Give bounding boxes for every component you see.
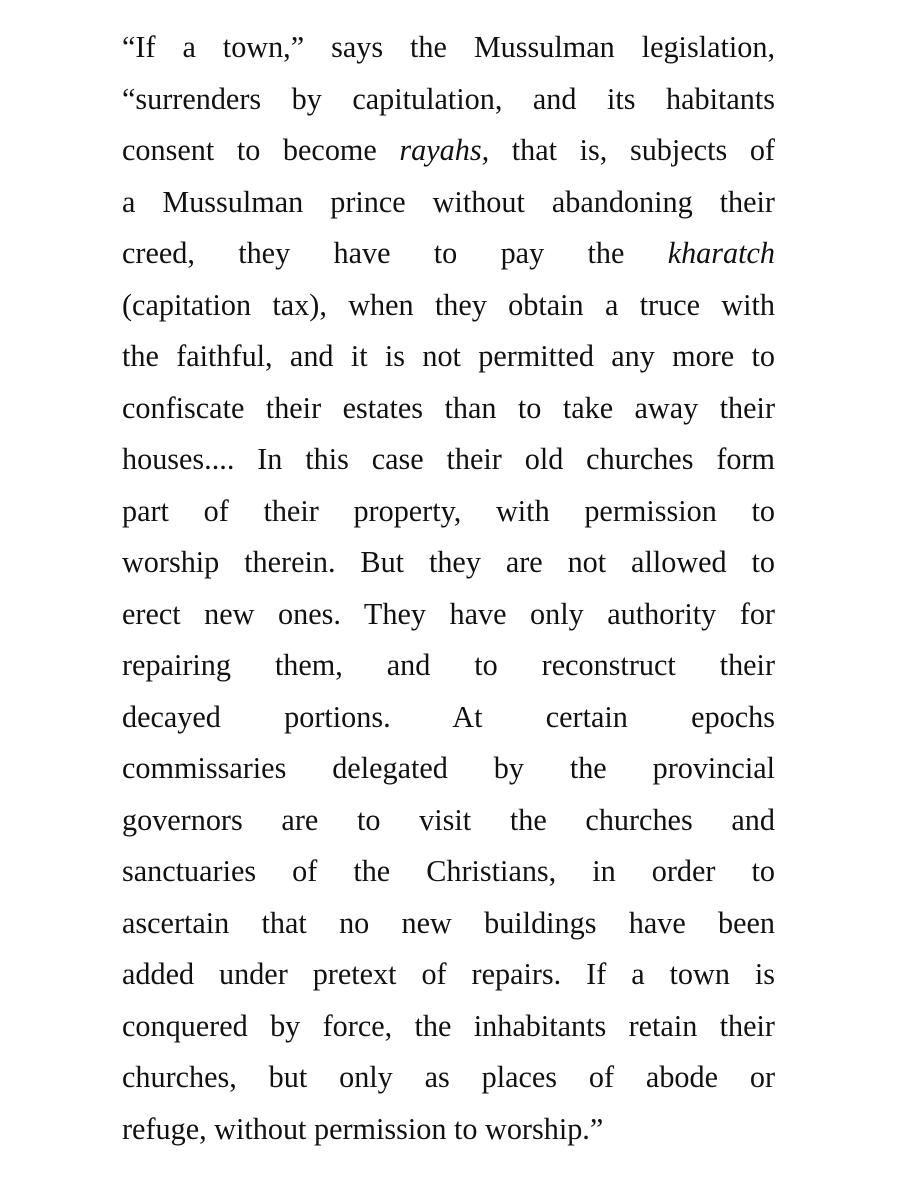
- text-line: [122, 589, 775, 641]
- text-segment: sanctuaries of the Christians, in order to: [122, 854, 775, 888]
- text-segment: refuge, without permission to worship.”: [122, 1111, 604, 1146]
- text-segment: repairing them, and to reconstruct their: [122, 648, 775, 682]
- text-segment: “If a town,” says the Mussulman legislation,: [122, 30, 775, 64]
- text-line: [122, 125, 775, 177]
- text-line: [122, 331, 775, 383]
- text-segment: that is, subjects of: [489, 133, 775, 167]
- text-segment: creed, they have to pay the: [122, 236, 668, 270]
- text-line: [122, 898, 775, 950]
- text-segment: conquered by force, the inhabitants retain their: [122, 1008, 775, 1043]
- text-line: [122, 486, 775, 538]
- text-line: [122, 846, 775, 898]
- text-segment: consent to become: [122, 133, 400, 167]
- quoted-paragraph: [122, 22, 775, 1155]
- text-line: [122, 280, 775, 332]
- text-line: [122, 22, 775, 74]
- text-line: [122, 1001, 775, 1053]
- text-line: [122, 640, 775, 692]
- text-line: [122, 1052, 775, 1104]
- text-segment: (capitation tax), when they obtain a truce with: [122, 287, 775, 322]
- text-line: [122, 228, 775, 280]
- italic-term-rayahs: rayahs,: [399, 133, 490, 167]
- text-line: [122, 434, 775, 486]
- text-line: [122, 743, 775, 795]
- text-line: [122, 177, 775, 229]
- text-segment: worship therein. But they are not allowed to: [122, 545, 775, 579]
- text-segment: governors are to visit the churches and: [122, 802, 775, 837]
- text-segment: a Mussulman prince without abandoning their: [122, 184, 775, 219]
- text-line: [122, 949, 775, 1001]
- text-segment: churches, but only as places of abode or: [122, 1060, 775, 1094]
- text-line: [122, 537, 775, 589]
- text-segment: “surrenders by capitulation, and its habitants: [122, 81, 775, 116]
- text-segment: houses.... In this case their old churches form: [122, 442, 775, 476]
- text-line: [122, 74, 775, 126]
- text-segment: ascertain that no new buildings have been: [122, 905, 775, 940]
- text-line: [122, 692, 775, 744]
- text-line-last: [122, 1104, 775, 1156]
- text-line: [122, 383, 775, 435]
- text-segment: added under pretext of repairs. If a town is: [122, 957, 775, 991]
- text-segment: part of their property, with permission to: [122, 493, 775, 528]
- text-segment: confiscate their estates than to take away their: [122, 390, 775, 425]
- text-line: [122, 795, 775, 847]
- text-segment: erect new ones. They have only authority for: [122, 596, 775, 631]
- text-segment: decayed portions. At certain epochs: [122, 699, 775, 734]
- italic-term-kharatch: kharatch: [667, 236, 775, 270]
- text-segment: commissaries delegated by the provincial: [122, 751, 775, 785]
- text-segment: the faithful, and it is not permitted any more to: [122, 339, 775, 373]
